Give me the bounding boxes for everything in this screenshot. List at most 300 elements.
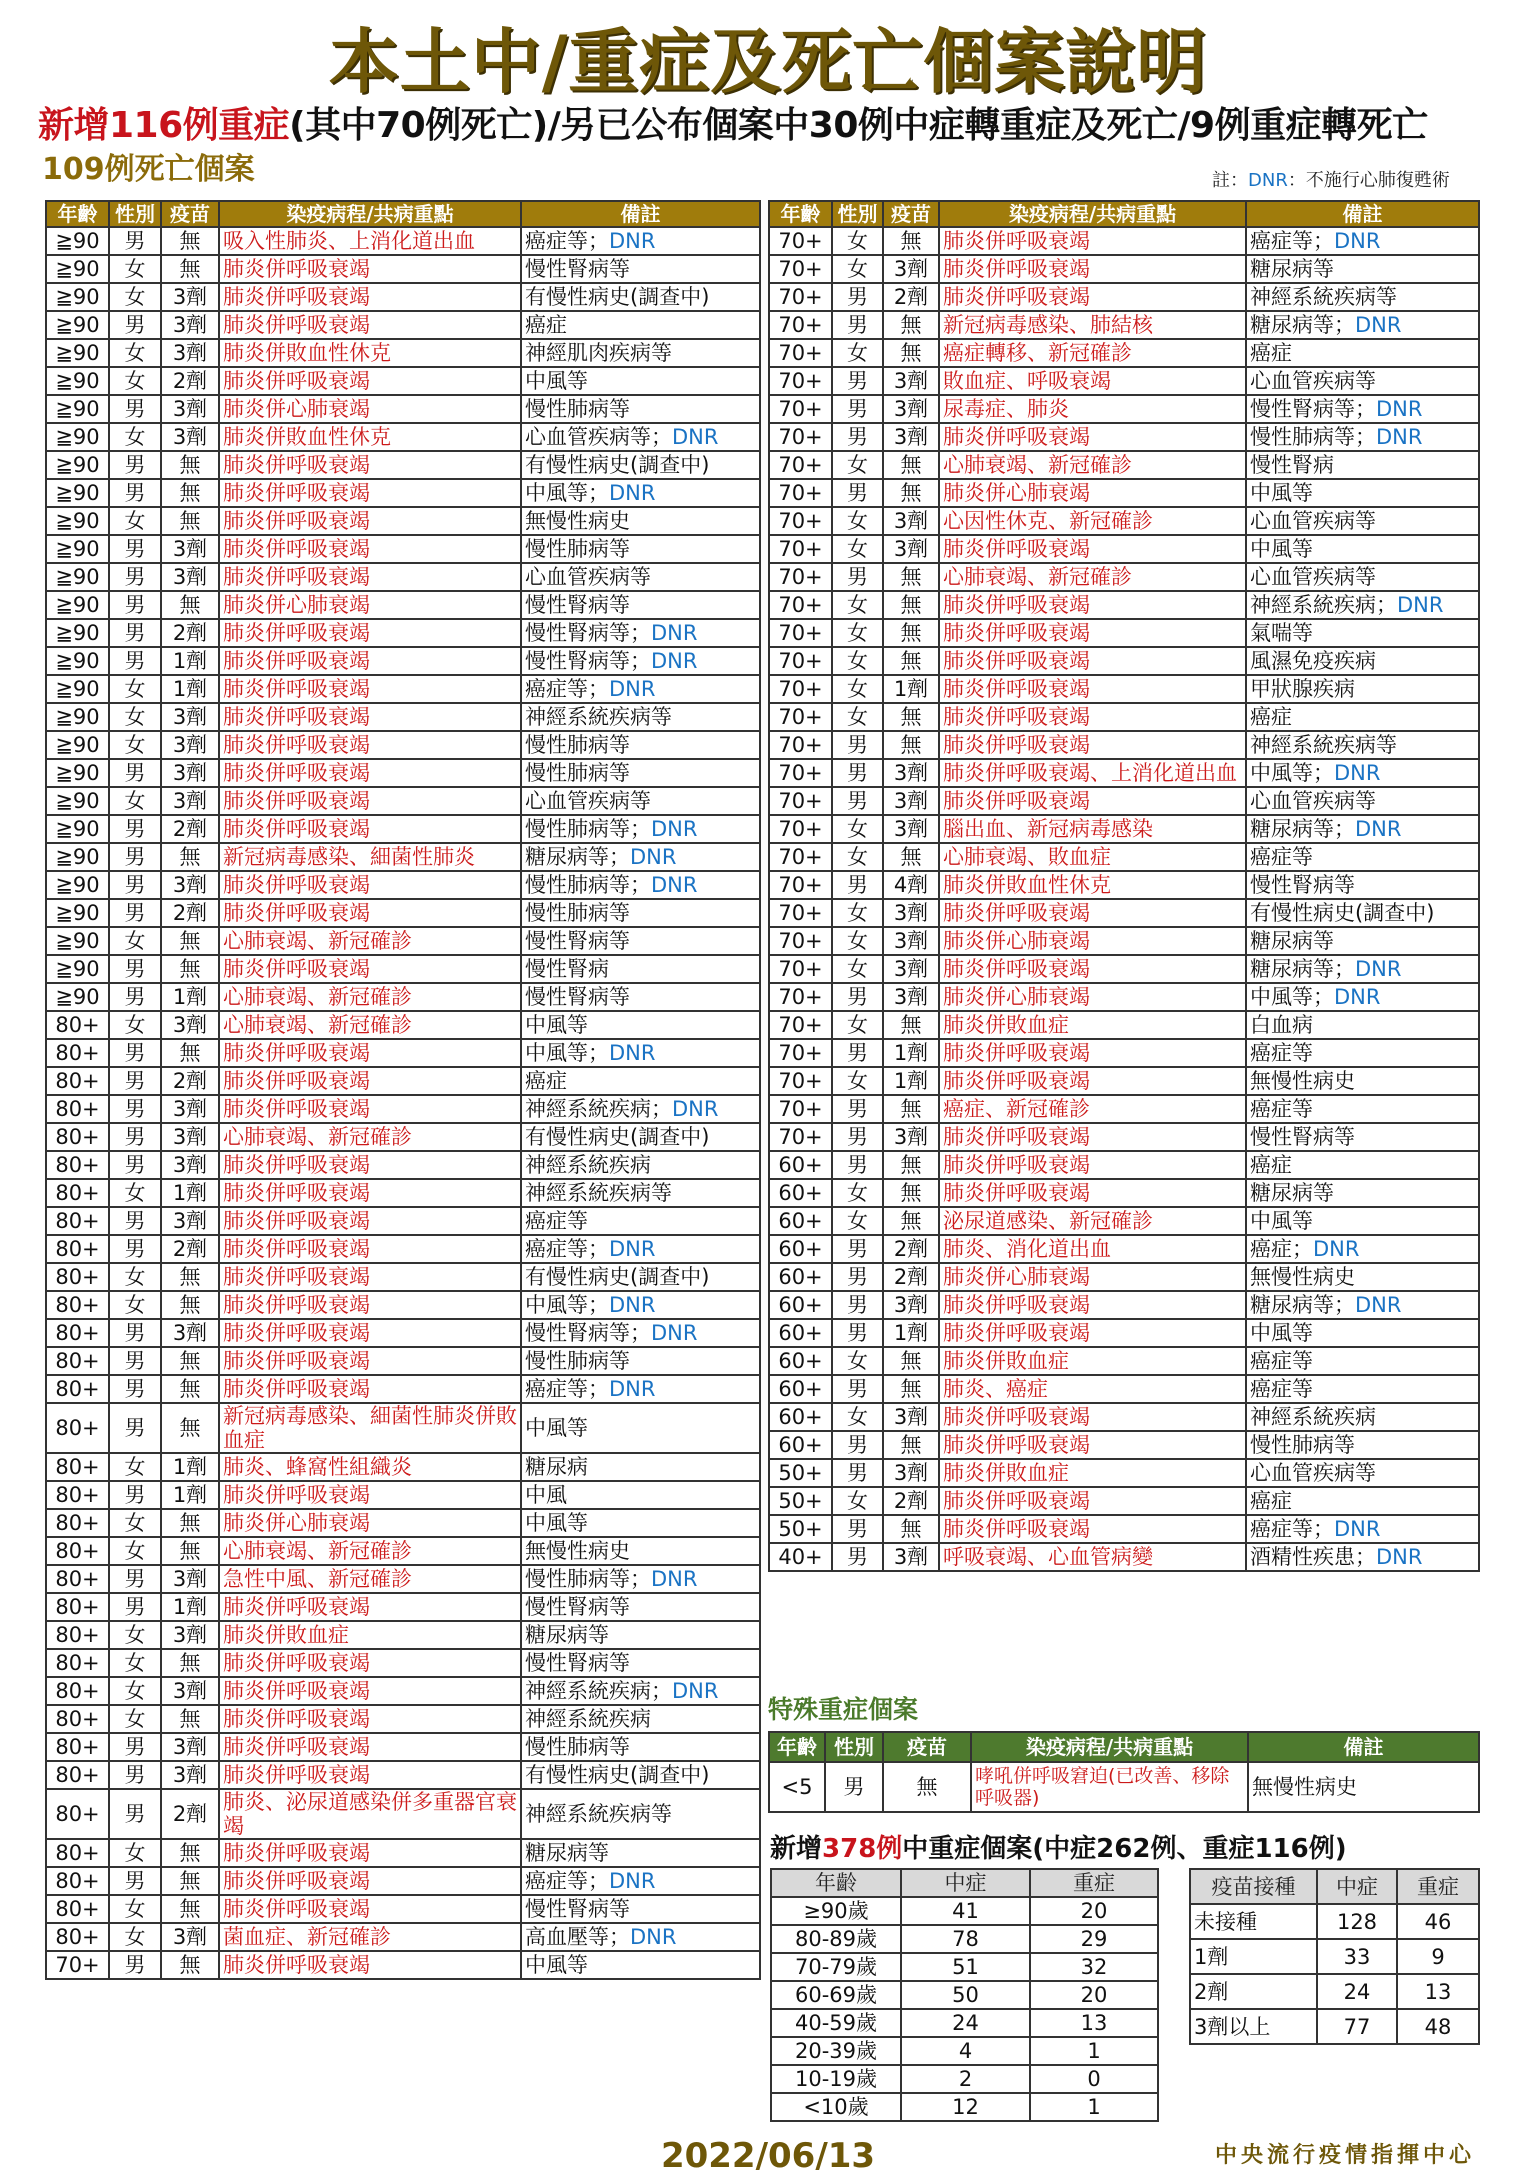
note-cell: [521, 1095, 760, 1123]
note-text: 神經系統疾病等: [1250, 285, 1397, 309]
age-cell: 70+: [769, 255, 832, 283]
vaccine-cell: 3劑: [161, 759, 219, 787]
age-cell: ≧90: [46, 731, 109, 759]
age-cell: 70+: [769, 899, 832, 927]
vaccine-cell: 3劑: [161, 535, 219, 563]
course-cell: 心肺衰竭、新冠確診: [939, 563, 1246, 591]
table-row: [46, 1403, 760, 1453]
age-cell: 80+: [46, 1621, 109, 1649]
table-row: [46, 479, 760, 507]
age-cell: 80+: [46, 1705, 109, 1733]
table-row: [769, 311, 1479, 339]
table-row: [769, 1263, 1479, 1291]
note-text: 神經系統疾病等: [525, 705, 672, 729]
course-cell: 肺炎併呼吸衰竭、上消化道出血: [939, 759, 1246, 787]
note-text: 慢性肺病等；: [525, 873, 651, 897]
dnr-tag: DNR: [1397, 593, 1444, 617]
sex-cell: 男: [832, 367, 883, 395]
sex-cell: 女: [109, 367, 161, 395]
note-cell: [521, 1867, 760, 1895]
note-cell: [1246, 1291, 1479, 1319]
note-cell: [1246, 1403, 1479, 1431]
note-text: 無慢性病史: [1250, 1265, 1355, 1289]
table-row: [769, 479, 1479, 507]
course-cell: 肺炎併呼吸衰竭: [939, 423, 1246, 451]
course-cell: 肺炎併呼吸衰竭: [219, 1263, 521, 1291]
course-cell: 肺炎併呼吸衰竭: [219, 1649, 521, 1677]
note-cell: [521, 1403, 760, 1453]
table-row: [769, 759, 1479, 787]
table-row: [771, 1925, 1158, 1953]
note-cell: [1246, 1095, 1479, 1123]
note-cell: [1246, 423, 1479, 451]
note-text: 有慢性病史(調查中): [525, 1265, 710, 1289]
table-row: [769, 1291, 1479, 1319]
column-header: 中症: [901, 1869, 1030, 1897]
note-text: 心血管疾病等: [1250, 369, 1376, 393]
sex-cell: 男: [109, 1733, 161, 1761]
course-cell: 肺炎併敗血性休克: [219, 339, 521, 367]
table-row: [46, 1039, 760, 1067]
age-cell: 70+: [769, 563, 832, 591]
course-cell: 肺炎併心肺衰竭: [939, 983, 1246, 1011]
sex-cell: 男: [832, 1375, 883, 1403]
course-cell: 肺炎併敗血症: [939, 1347, 1246, 1375]
note-text: 無慢性病史: [525, 509, 630, 533]
note-cell: [1246, 1487, 1479, 1515]
column-header-age: 年齡: [769, 1732, 825, 1762]
vaccine-cell: 無: [161, 1649, 219, 1677]
dnr-tag: DNR: [609, 481, 656, 505]
note-cell: [1246, 1151, 1479, 1179]
note-text: 糖尿病等；: [1250, 817, 1355, 841]
note-cell: [521, 367, 760, 395]
vaccine-cell: 無: [883, 479, 939, 507]
vaccine-cell: 3劑: [883, 1291, 939, 1319]
dnr-tag: DNR: [1334, 761, 1381, 785]
table-row: [46, 1095, 760, 1123]
age-cell: 60+: [769, 1375, 832, 1403]
column-header: 重症: [1030, 1869, 1158, 1897]
table-row: [1190, 1904, 1479, 1939]
vaccine-cell: 無: [161, 1839, 219, 1867]
note-cell: [1246, 731, 1479, 759]
vaccine-cell: 1劑: [161, 1179, 219, 1207]
course-cell: 肺炎併呼吸衰竭: [219, 1839, 521, 1867]
course-cell: 肺炎併呼吸衰竭: [219, 787, 521, 815]
table-row: [46, 1067, 760, 1095]
sex-cell: 男: [109, 759, 161, 787]
value-cell: 12: [901, 2093, 1030, 2121]
age-cell: 70+: [769, 843, 832, 871]
note-text: 有慢性病史(調查中): [525, 453, 710, 477]
course-cell: 肺炎併呼吸衰竭: [219, 675, 521, 703]
age-cell: 80+: [46, 1923, 109, 1951]
note-text: 癌症等: [1250, 1349, 1313, 1373]
vaccine-cell: 3劑: [883, 955, 939, 983]
course-cell: 肺炎併呼吸衰竭: [219, 563, 521, 591]
course-cell: 肺炎併呼吸衰竭: [219, 703, 521, 731]
age-cell: 80+: [46, 1039, 109, 1067]
note-cell: [521, 1453, 760, 1481]
age-cell: 70+: [769, 759, 832, 787]
note-cell: [521, 1179, 760, 1207]
note-dnr: DNR: [1248, 170, 1288, 191]
sex-cell: 女: [832, 451, 883, 479]
vaccine-cell: 無: [161, 1347, 219, 1375]
vaccine-cell: 無: [883, 1151, 939, 1179]
vaccine-cell: 1劑: [161, 1481, 219, 1509]
note-text: 癌症等: [1250, 845, 1313, 869]
value-cell: 128: [1317, 1904, 1397, 1939]
dnr-tag: DNR: [651, 649, 698, 673]
age-cell: ≧90: [46, 367, 109, 395]
sex-cell: 女: [832, 619, 883, 647]
age-cell: 80+: [46, 1095, 109, 1123]
age-cell: 80+: [46, 1319, 109, 1347]
table-row: [1190, 1939, 1479, 1974]
vaccine-cell: 無: [161, 1291, 219, 1319]
note-text: 慢性肺病等: [525, 397, 630, 421]
course-cell: 肺炎併心肺衰竭: [939, 927, 1246, 955]
note-text: 癌症等: [1250, 1097, 1313, 1121]
dnr-tag: DNR: [651, 621, 698, 645]
sex-cell: 女: [109, 927, 161, 955]
vaccine-cell: 2劑: [161, 1067, 219, 1095]
course-cell: 肺炎併呼吸衰竭: [219, 367, 521, 395]
note-cell: [521, 1593, 760, 1621]
note-cell: [1246, 395, 1479, 423]
course-cell: 肺炎併呼吸衰竭: [939, 787, 1246, 815]
issuer: 中央流行疫情指揮中心: [1215, 2143, 1476, 2168]
note-cell: [1246, 1067, 1479, 1095]
table-row: [769, 899, 1479, 927]
note-cell: [521, 1565, 760, 1593]
course-cell: 肺炎併呼吸衰竭: [219, 255, 521, 283]
course-cell: 肺炎併呼吸衰竭: [219, 1179, 521, 1207]
course-cell: 肺炎併呼吸衰竭: [219, 1761, 521, 1789]
age-cell: 70+: [769, 591, 832, 619]
note-cell: [1246, 955, 1479, 983]
age-cell: 70+: [769, 367, 832, 395]
course-cell: 肺炎併呼吸衰竭: [219, 311, 521, 339]
note-cell: [521, 1733, 760, 1761]
dnr-tag: DNR: [609, 1293, 656, 1317]
note-text: 神經系統疾病: [525, 1707, 651, 1731]
age-cell: 70+: [769, 227, 832, 255]
dnr-tag: DNR: [609, 1041, 656, 1065]
age-cell: 80+: [46, 1895, 109, 1923]
vaccine-cell: 3劑: [883, 1123, 939, 1151]
note-text: 中風等；: [525, 1041, 609, 1065]
note-text: 無慢性病史: [525, 1539, 630, 1563]
sex-cell: 女: [832, 1067, 883, 1095]
vaccine-cell: 3劑: [883, 1543, 939, 1571]
sex-cell: 男: [832, 759, 883, 787]
vaccine-cell: 4劑: [883, 871, 939, 899]
note-text: 心血管疾病等: [525, 565, 651, 589]
note-cell: [521, 759, 760, 787]
course-cell: 肺炎併呼吸衰竭: [219, 1895, 521, 1923]
dnr-tag: DNR: [672, 1679, 719, 1703]
sex-cell: 男: [109, 535, 161, 563]
sex-cell: 男: [109, 1867, 161, 1895]
sex-cell: 女: [109, 1677, 161, 1705]
sex-cell: 男: [832, 563, 883, 591]
course-cell: 肺炎併呼吸衰竭: [219, 1095, 521, 1123]
special-cases-heading: 特殊重症個案: [768, 1695, 919, 1724]
course-cell: 肺炎併呼吸衰竭: [219, 1481, 521, 1509]
sex-cell: 女: [109, 283, 161, 311]
vaccine-cell: 無: [161, 1263, 219, 1291]
column-header-course: 染疫病程/共病重點: [971, 1732, 1248, 1762]
note-cell: [1246, 619, 1479, 647]
table-row: [769, 507, 1479, 535]
date: 2022/06/13: [660, 2136, 876, 2176]
sex-cell: 男: [109, 451, 161, 479]
table-row: [46, 1235, 760, 1263]
table-row: [46, 815, 760, 843]
note-cell: [521, 1789, 760, 1839]
sex-cell: 女: [832, 1179, 883, 1207]
note-cell: [1246, 703, 1479, 731]
table-row: [46, 1677, 760, 1705]
column-header: 疫苗接種: [1190, 1869, 1317, 1904]
value-cell: 32: [1030, 1953, 1158, 1981]
age-cell: 60+: [769, 1207, 832, 1235]
note-cell: [521, 983, 760, 1011]
age-cell: ≧90: [46, 787, 109, 815]
note-text: 中風等: [525, 1953, 588, 1977]
table-row: [46, 927, 760, 955]
vaccine-cell: 無: [883, 843, 939, 871]
dnr-tag: DNR: [609, 1869, 656, 1893]
column-header-note: 備註: [1248, 1732, 1479, 1762]
vaccine-cell: 3劑: [161, 1761, 219, 1789]
note-text: 慢性腎病等: [525, 985, 630, 1009]
course-cell: 心肺衰竭、新冠確診: [939, 451, 1246, 479]
table-row: [46, 563, 760, 591]
vaccine-cell: 3劑: [883, 535, 939, 563]
table-row: [46, 787, 760, 815]
age-cell: 80+: [46, 1677, 109, 1705]
vaccine-cell: 無: [883, 591, 939, 619]
sex-cell: 男: [109, 1067, 161, 1095]
note-text: 有慢性病史(調查中): [1250, 901, 1435, 925]
table-row: [46, 395, 760, 423]
note-text: 神經系統疾病等: [525, 1802, 672, 1826]
table-row: [769, 535, 1479, 563]
course-cell: 肺炎併呼吸衰竭: [939, 899, 1246, 927]
note-text: 慢性腎病等: [1250, 873, 1355, 897]
table-row: [769, 815, 1479, 843]
course-cell: 肺炎併呼吸衰竭: [939, 675, 1246, 703]
note-text: 中風等；: [525, 481, 609, 505]
note-text: 慢性肺病等: [525, 1349, 630, 1373]
sex-cell: 男: [109, 1789, 161, 1839]
table-row: [769, 1375, 1479, 1403]
sex-cell: 女: [109, 255, 161, 283]
table-row: [769, 1319, 1479, 1347]
sex-cell: 男: [109, 563, 161, 591]
table-row: [46, 227, 760, 255]
table-row: [769, 283, 1479, 311]
course-cell: 肺炎併呼吸衰竭: [939, 227, 1246, 255]
age-cell: ≧90: [46, 591, 109, 619]
note-cell: [1246, 647, 1479, 675]
value-cell: 41: [901, 1897, 1030, 1925]
table-row: [769, 1123, 1479, 1151]
note-cell: [521, 283, 760, 311]
table-row: [46, 339, 760, 367]
course-cell: 肺炎併呼吸衰竭: [939, 1067, 1246, 1095]
note-text: 糖尿病等；: [1250, 957, 1355, 981]
note-text: 慢性肺病等；: [1250, 425, 1376, 449]
course-cell: 肺炎併呼吸衰竭: [219, 1207, 521, 1235]
table-row: [46, 367, 760, 395]
age-cell: ≧90: [46, 451, 109, 479]
note-text: 中風等；: [1250, 761, 1334, 785]
age-cell: 70+: [769, 283, 832, 311]
note-cell: [1246, 535, 1479, 563]
course-cell: 肺炎併呼吸衰竭: [939, 1039, 1246, 1067]
table-row: [46, 759, 760, 787]
summary-prefix: 新增: [770, 1834, 823, 1864]
age-cell: ≧90: [46, 927, 109, 955]
vaccine-cell: 1劑: [161, 647, 219, 675]
vaccine-cell: 3劑: [161, 1677, 219, 1705]
course-cell: 心肺衰竭、新冠確診: [219, 1537, 521, 1565]
course-cell: 肺炎併心肺衰竭: [219, 591, 521, 619]
age-cell: 80+: [46, 1481, 109, 1509]
subtitle-highlight: 新增116例重症: [38, 105, 290, 146]
vaccine-cell: 2劑: [161, 815, 219, 843]
note-cell: [1246, 339, 1479, 367]
dnr-tag: DNR: [609, 1237, 656, 1261]
category-cell: 60-69歲: [771, 1981, 901, 2009]
vaccine-cell: 1劑: [883, 1039, 939, 1067]
table-row: [769, 591, 1479, 619]
table-row: [46, 899, 760, 927]
note-cell: [521, 955, 760, 983]
note-text: 慢性肺病等: [525, 1735, 630, 1759]
sex-cell: 女: [832, 703, 883, 731]
age-cell: 80+: [46, 1375, 109, 1403]
sex-cell: 男: [832, 1459, 883, 1487]
note-cell: [1246, 591, 1479, 619]
age-cell: ≧90: [46, 395, 109, 423]
sex-cell: 男: [832, 1039, 883, 1067]
sex-cell: 女: [832, 339, 883, 367]
age-cell: 70+: [769, 507, 832, 535]
note-cell: [521, 1923, 760, 1951]
age-cell: 80+: [46, 1011, 109, 1039]
vaccine-cell: 1劑: [883, 1319, 939, 1347]
note-cell: [521, 507, 760, 535]
vaccine-cell: 3劑: [161, 731, 219, 759]
sex-cell: 男: [832, 983, 883, 1011]
course-cell: 肺炎併呼吸衰竭: [219, 1067, 521, 1095]
course-cell: 肺炎併呼吸衰竭: [219, 759, 521, 787]
table-row: [769, 619, 1479, 647]
note-text: 慢性腎病等: [1250, 1125, 1355, 1149]
age-cell: 80+: [46, 1263, 109, 1291]
sex-cell: 女: [109, 1649, 161, 1677]
table-row: [771, 1953, 1158, 1981]
sex-cell: 女: [109, 703, 161, 731]
vaccine-cell: 無: [883, 563, 939, 591]
age-cell: ≧90: [46, 703, 109, 731]
note-text: 無慢性病史: [1250, 1069, 1355, 1093]
sex-cell: 男: [109, 1207, 161, 1235]
course-cell: 肺炎併心肺衰竭: [219, 395, 521, 423]
sex-cell: 女: [109, 1621, 161, 1649]
course-cell: 肺炎併呼吸衰竭: [219, 1319, 521, 1347]
note-cell: [521, 227, 760, 255]
vaccine-cell: 無: [161, 1705, 219, 1733]
vaccine-cell: 無: [883, 1431, 939, 1459]
note-cell: [521, 787, 760, 815]
note-text: 慢性腎病等: [525, 593, 630, 617]
course-cell: 肺炎併敗血性休克: [219, 423, 521, 451]
note-cell: [521, 1895, 760, 1923]
sex-cell: 男: [109, 1151, 161, 1179]
vaccine-cell: 2劑: [883, 1263, 939, 1291]
vaccine-cell: 1劑: [161, 675, 219, 703]
vaccine-cell: 無: [161, 843, 219, 871]
category-cell: ≥90歲: [771, 1897, 901, 1925]
table-row: [46, 1319, 760, 1347]
note-cell: [521, 1951, 760, 1979]
course-cell: 肺炎併呼吸衰竭: [219, 1677, 521, 1705]
note-text: 中風等；: [525, 1293, 609, 1317]
course-cell: 肺炎併敗血性休克: [939, 871, 1246, 899]
note-cell: [521, 1649, 760, 1677]
sex-cell: 女: [109, 423, 161, 451]
age-cell: 70+: [769, 927, 832, 955]
note-cell: [521, 563, 760, 591]
table-row: [769, 1543, 1479, 1571]
note-cell: [1246, 1179, 1479, 1207]
course-cell: 急性中風、新冠確診: [219, 1565, 521, 1593]
table-row: [771, 2009, 1158, 2037]
table-row: [46, 255, 760, 283]
sex-cell: 男: [109, 1319, 161, 1347]
course-cell: 肺炎併呼吸衰竭: [939, 1319, 1246, 1347]
note-text: 癌症等；: [525, 229, 609, 253]
vaccine-cell: 無: [883, 731, 939, 759]
table-row: [769, 1095, 1479, 1123]
note-text: 慢性肺病等: [525, 733, 630, 757]
sex-cell: 女: [109, 1509, 161, 1537]
note-cell: [521, 647, 760, 675]
column-header-note: 備註: [521, 201, 760, 227]
age-cell: ≧90: [46, 759, 109, 787]
sex-cell: 男: [832, 1515, 883, 1543]
course-cell: 呼吸衰竭、心血管病變: [939, 1543, 1246, 1571]
vaccine-cell: 無: [161, 1509, 219, 1537]
category-cell: 未接種: [1190, 1904, 1317, 1939]
death-cases-table-left: [45, 200, 761, 1980]
note-text: 神經肌肉疾病等: [525, 341, 672, 365]
note-text: 慢性腎病等；: [525, 649, 651, 673]
course-cell: 肺炎併呼吸衰竭: [939, 591, 1246, 619]
vaccine-cell: 3劑: [883, 1403, 939, 1431]
age-cell: 80+: [46, 1235, 109, 1263]
note-text: 心血管疾病等: [1250, 565, 1376, 589]
vaccine-cell: 無: [883, 619, 939, 647]
value-cell: 77: [1317, 2009, 1397, 2044]
